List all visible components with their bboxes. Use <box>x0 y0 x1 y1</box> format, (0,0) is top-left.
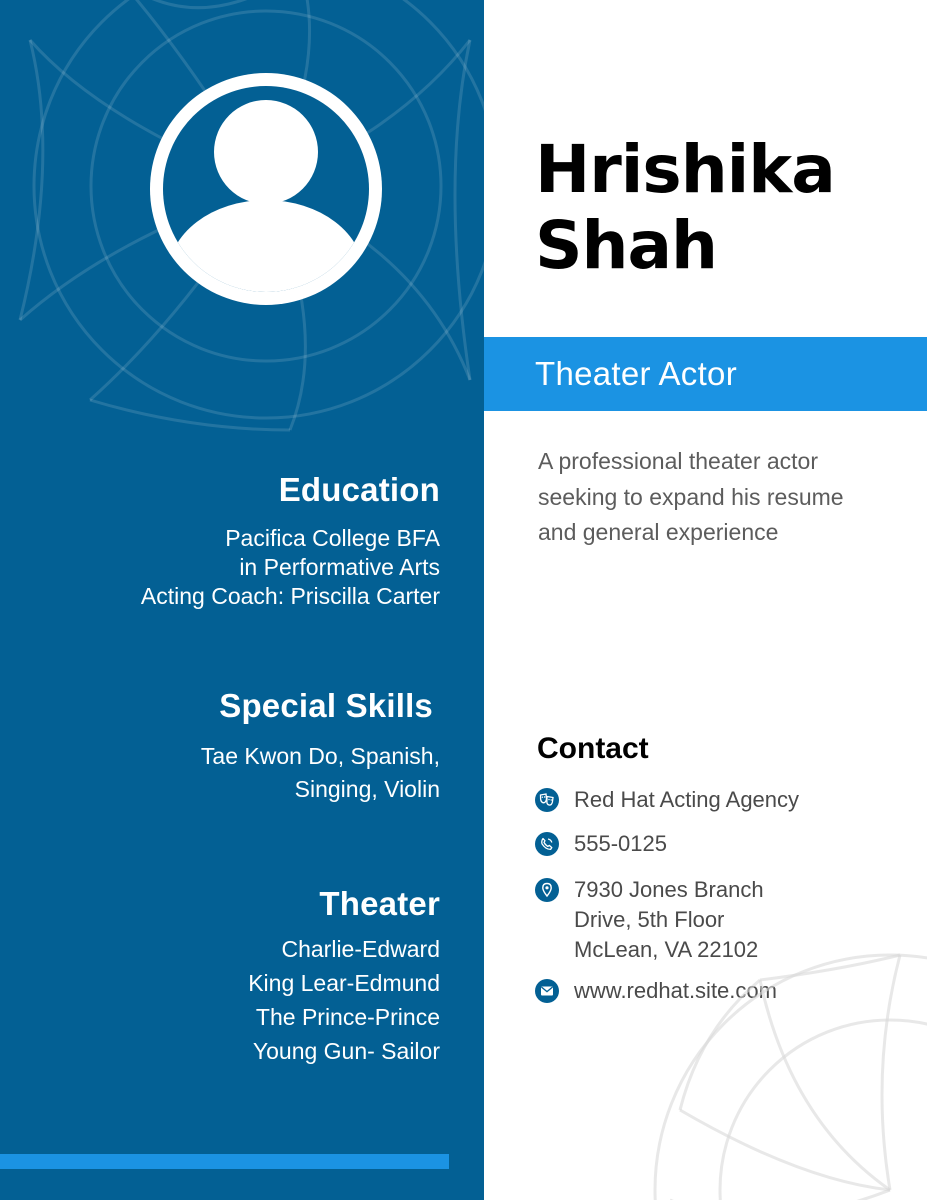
contact-address-line: Drive, 5th Floor <box>574 907 725 932</box>
theater-role: Charlie-Edward <box>281 936 440 962</box>
contact-web-text[interactable]: www.redhat.site.com <box>574 978 777 1003</box>
sidebar-accent-bar <box>0 1154 449 1169</box>
theater-role: The Prince-Prince <box>255 1004 440 1030</box>
role-banner <box>484 337 927 411</box>
education-heading: Education <box>278 471 440 508</box>
theater-section <box>248 884 440 1068</box>
avatar-person-icon <box>163 86 369 292</box>
skills-line: Singing, Violin <box>294 776 440 802</box>
contact-heading: Contact <box>537 732 649 765</box>
contact-address-line: McLean, VA 22102 <box>574 937 759 962</box>
name-first: Hrishika <box>535 131 835 208</box>
contact-address-line: 7930 Jones Branch <box>574 877 764 902</box>
education-section <box>141 470 440 611</box>
theater-heading: Theater <box>319 885 440 922</box>
skills-section <box>200 686 440 806</box>
theater-role: Young Gun- Sailor <box>252 1038 440 1064</box>
skills-heading: Special Skills <box>219 687 433 724</box>
skills-line: Tae Kwon Do, Spanish, <box>200 743 440 769</box>
education-line: Pacifica College BFA <box>225 525 440 551</box>
name-last: Shah <box>535 207 718 284</box>
theater-role: King Lear-Edmund <box>248 970 440 996</box>
profile-summary: A professional theater actor seeking to expand his resume and general experience <box>538 448 844 545</box>
profile-name <box>535 132 835 284</box>
avatar <box>150 73 382 305</box>
theater-masks-icon <box>535 788 559 812</box>
contact-agency-text: Red Hat Acting Agency <box>574 787 800 812</box>
education-line: in Performative Arts <box>239 554 440 580</box>
email-icon <box>535 979 559 1003</box>
role-title: Theater Actor <box>535 355 737 392</box>
location-pin-icon <box>535 878 559 902</box>
phone-icon <box>535 832 559 856</box>
decorative-pattern-corner <box>640 940 927 1200</box>
contact-phone-text: 555-0125 <box>574 831 667 856</box>
education-line: Acting Coach: Priscilla Carter <box>140 583 440 609</box>
